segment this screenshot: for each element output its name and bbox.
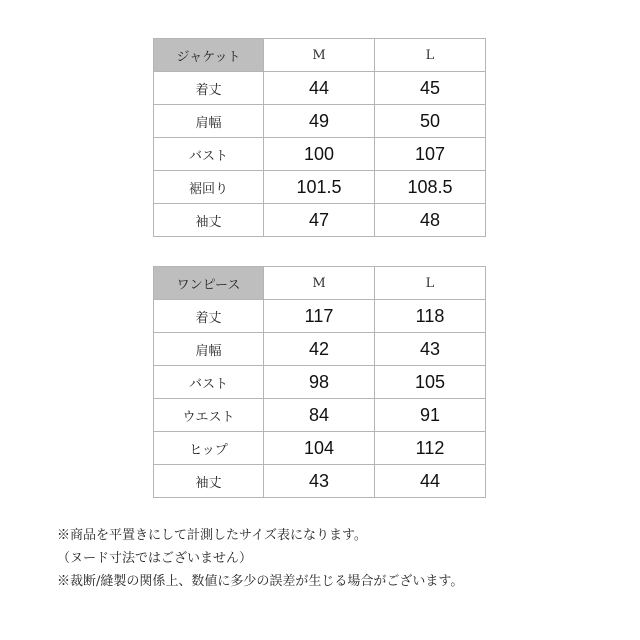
row-label: 袖丈 bbox=[154, 204, 264, 237]
row-label: 裾回り bbox=[154, 171, 264, 204]
size-header-l: L bbox=[375, 267, 486, 300]
table-row bbox=[154, 432, 486, 465]
value-l: 105 bbox=[375, 366, 486, 399]
value-m: 117 bbox=[264, 300, 375, 333]
value-m: 44 bbox=[264, 72, 375, 105]
value-m: 104 bbox=[264, 432, 375, 465]
value-l: 44 bbox=[375, 465, 486, 498]
value-m: 43 bbox=[264, 465, 375, 498]
table-row bbox=[154, 72, 486, 105]
value-l: 91 bbox=[375, 399, 486, 432]
value-l: 43 bbox=[375, 333, 486, 366]
table-row bbox=[154, 399, 486, 432]
table-header-row bbox=[154, 39, 486, 72]
value-l: 107 bbox=[375, 138, 486, 171]
table-row bbox=[154, 366, 486, 399]
value-l: 112 bbox=[375, 432, 486, 465]
value-l: 108.5 bbox=[375, 171, 486, 204]
value-l: 118 bbox=[375, 300, 486, 333]
row-label: ウエスト bbox=[154, 399, 264, 432]
value-m: 101.5 bbox=[264, 171, 375, 204]
table-title-onepiece: ワンピース bbox=[154, 267, 264, 300]
size-header-m: M bbox=[264, 39, 375, 72]
value-m: 98 bbox=[264, 366, 375, 399]
row-label: 肩幅 bbox=[154, 105, 264, 138]
value-m: 100 bbox=[264, 138, 375, 171]
row-label: ヒップ bbox=[154, 432, 264, 465]
row-label: 袖丈 bbox=[154, 465, 264, 498]
note-line: ※商品を平置きにして計測したサイズ表になります。 bbox=[57, 528, 367, 543]
table-row bbox=[154, 465, 486, 498]
table-row bbox=[154, 333, 486, 366]
table-row bbox=[154, 300, 486, 333]
measurement-notes bbox=[57, 524, 627, 593]
value-m: 47 bbox=[264, 204, 375, 237]
value-m: 84 bbox=[264, 399, 375, 432]
value-l: 48 bbox=[375, 204, 486, 237]
jacket-size-table bbox=[153, 38, 486, 237]
note-line: ※裁断/縫製の関係上、数値に多少の誤差が生じる場合がございます。 bbox=[57, 574, 464, 589]
table-row bbox=[154, 171, 486, 204]
table-row bbox=[154, 138, 486, 171]
value-l: 50 bbox=[375, 105, 486, 138]
row-label: バスト bbox=[154, 366, 264, 399]
note-line: （ヌード寸法ではございません） bbox=[57, 551, 253, 566]
table-title-jacket: ジャケット bbox=[154, 39, 264, 72]
size-header-l: L bbox=[375, 39, 486, 72]
row-label: 着丈 bbox=[154, 300, 264, 333]
row-label: 着丈 bbox=[154, 72, 264, 105]
table-row bbox=[154, 105, 486, 138]
value-l: 45 bbox=[375, 72, 486, 105]
value-m: 49 bbox=[264, 105, 375, 138]
value-m: 42 bbox=[264, 333, 375, 366]
table-row bbox=[154, 204, 486, 237]
row-label: 肩幅 bbox=[154, 333, 264, 366]
table-header-row bbox=[154, 267, 486, 300]
size-header-m: M bbox=[264, 267, 375, 300]
row-label: バスト bbox=[154, 138, 264, 171]
onepiece-size-table bbox=[153, 266, 486, 498]
